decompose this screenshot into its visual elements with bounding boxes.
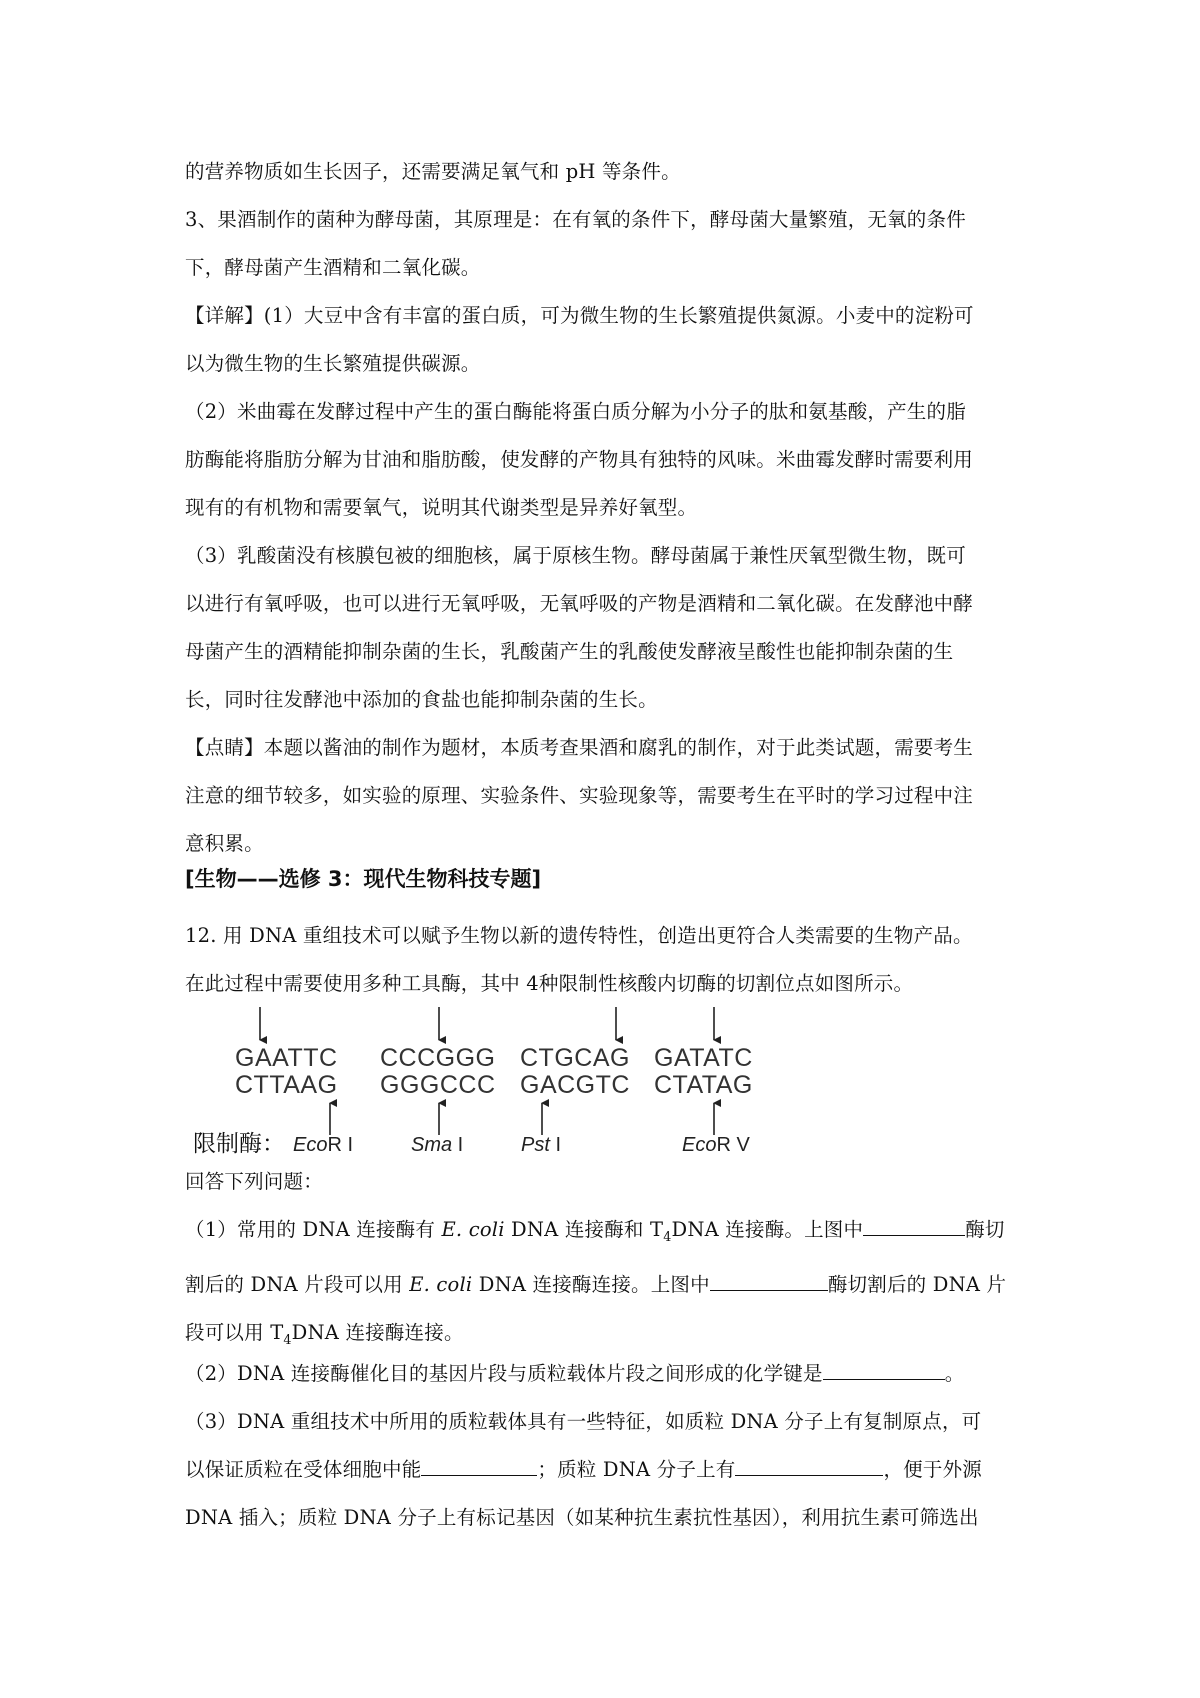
text-line: 【详解】(1）大豆中含有丰富的蛋白质，可为微生物的生长繁殖提供氮源。小麦中的淀粉可 — [185, 304, 974, 327]
text-line: DNA 插入；质粒 DNA 分子上有标记基因（如某种抗生素抗性基因），利用抗生素可筛选出 — [185, 1506, 979, 1529]
text-line: （1）常用的 DNA 连接酶有 E. coli DNA 连接酶和 $T_4DNA$ 连接酶。上图中 酶切 — [185, 1206, 1030, 1261]
text-line: 母菌产生的酒精能抑制杂菌的生长，乳酸菌产生的乳酸使发酵液呈酸性也能抑制杂菌的生 — [185, 640, 954, 663]
bottom-strand-cut-arrows — [330, 1103, 714, 1135]
text-line: 在此过程中需要使用多种工具酶，其中 4种限制性核酸内切酶的切割位点如图所示。 — [185, 972, 914, 995]
enzyme-name-smai: Sma I — [411, 1134, 464, 1155]
answer-blank[interactable] — [823, 1358, 945, 1380]
text-line: 以保证质粒在受体细胞中能 ；质粒 DNA 分子上有 ，便于外源 — [185, 1446, 1030, 1494]
text-line: 以进行有氧呼吸，也可以进行无氧呼吸，无氧呼吸的产物是酒精和二氧化碳。在发酵池中酵 — [185, 592, 974, 615]
question-12-part-1 — [185, 1206, 1030, 1364]
question-12-part-2 — [185, 1350, 1030, 1398]
text-line: 长，同时往发酵池中添加的食盐也能抑制杂菌的生长。 — [185, 688, 658, 711]
sequence-bottom-smai: GGGCCC — [380, 1071, 496, 1099]
text-line: 的营养物质如生长因子，还需要满足氧气和 pH 等条件。 — [185, 160, 681, 183]
enzyme-name-ecori: EcoR I — [293, 1134, 354, 1155]
text-line: 现有的有机物和需要氧气，说明其代谢类型是异养好氧型。 — [185, 496, 698, 519]
paragraph-detail-1 — [185, 292, 1030, 388]
sequence-top-ecori: GAATTC — [235, 1044, 338, 1072]
text-line: 段可以用 $T_4DNA$ 连接酶连接。 — [185, 1320, 464, 1347]
text-line: 割后的 DNA 片段可以用 E. coli DNA 连接酶连接。上图中 酶切割后的 DNA 片 — [185, 1261, 1030, 1309]
question-12-stem — [185, 912, 1030, 1008]
text-line: 肪酶能将脂肪分解为甘油和脂肪酸，使发酵的产物具有独特的风味。米曲霉发酵时需要利用 — [185, 448, 974, 471]
text-line: （2）米曲霉在发酵过程中产生的蛋白酶能将蛋白质分解为小分子的肽和氨基酸，产生的脂 — [185, 400, 966, 423]
restriction-site-figure — [185, 1005, 785, 1155]
enzyme-label: 限制酶： — [193, 1131, 285, 1155]
text-line: （3）乳酸菌没有核膜包被的细胞核，属于原核生物。酵母菌属于兼性厌氧型微生物，既可 — [185, 544, 966, 567]
text-line: （3）DNA 重组技术中所用的质粒载体具有一些特征，如质粒 DNA 分子上有复制原点，可 — [185, 1410, 982, 1433]
answer-blank[interactable] — [735, 1454, 883, 1476]
enzyme-name-psti: Pst I — [521, 1134, 562, 1155]
answer-intro — [185, 1158, 1030, 1206]
top-strand-cut-arrows — [260, 1007, 714, 1040]
paragraph-detail-2 — [185, 388, 1030, 532]
answer-blank[interactable] — [710, 1268, 828, 1290]
text-line: （2）DNA 连接酶催化目的基因片段与质粒载体片段之间形成的化学键是 。 — [185, 1350, 1030, 1398]
answer-blank[interactable] — [863, 1214, 965, 1236]
paragraph-wine-principle — [185, 196, 1030, 292]
sequence-bottom-ecorv: CTATAG — [654, 1071, 753, 1099]
paragraph-nutrients — [185, 148, 1030, 196]
paragraph-detail-3 — [185, 532, 1030, 724]
paragraph-comment — [185, 724, 1030, 868]
text-line: 意积累。 — [185, 832, 264, 855]
text-line: 3、果酒制作的菌种为酵母菌，其原理是：在有氧的条件下，酵母菌大量繁殖，无氧的条件 — [185, 208, 966, 231]
sequence-top-psti: CTGCAG — [520, 1044, 630, 1072]
sequence-top-ecorv: GATATC — [654, 1044, 753, 1072]
enzyme-name-ecorv: EcoR V — [682, 1134, 750, 1155]
sequence-bottom-ecori: CTTAAG — [235, 1071, 338, 1099]
text-line: 回答下列问题： — [185, 1170, 323, 1193]
section-heading: [生物——选修 3：现代生物科技专题] — [185, 867, 542, 891]
text-line: 12. 用 DNA 重组技术可以赋予生物以新的遗传特性，创造出更符合人类需要的生物产品。 — [185, 924, 973, 947]
text-line: 【点睛】本题以酱油的制作为题材，本质考查果酒和腐乳的制作，对于此类试题，需要考生 — [185, 736, 974, 759]
text-line: 以为微生物的生长繁殖提供碳源。 — [185, 352, 481, 375]
answer-blank[interactable] — [421, 1454, 537, 1476]
text-line: 注意的细节较多，如实验的原理、实验条件、实验现象等，需要考生在平时的学习过程中注 — [185, 784, 974, 807]
sequence-top-smai: CCCGGG — [380, 1044, 496, 1072]
text-line: 下，酵母菌产生酒精和二氧化碳。 — [185, 256, 481, 279]
question-12-part-3 — [185, 1398, 1030, 1542]
sequence-bottom-psti: GACGTC — [520, 1071, 630, 1099]
